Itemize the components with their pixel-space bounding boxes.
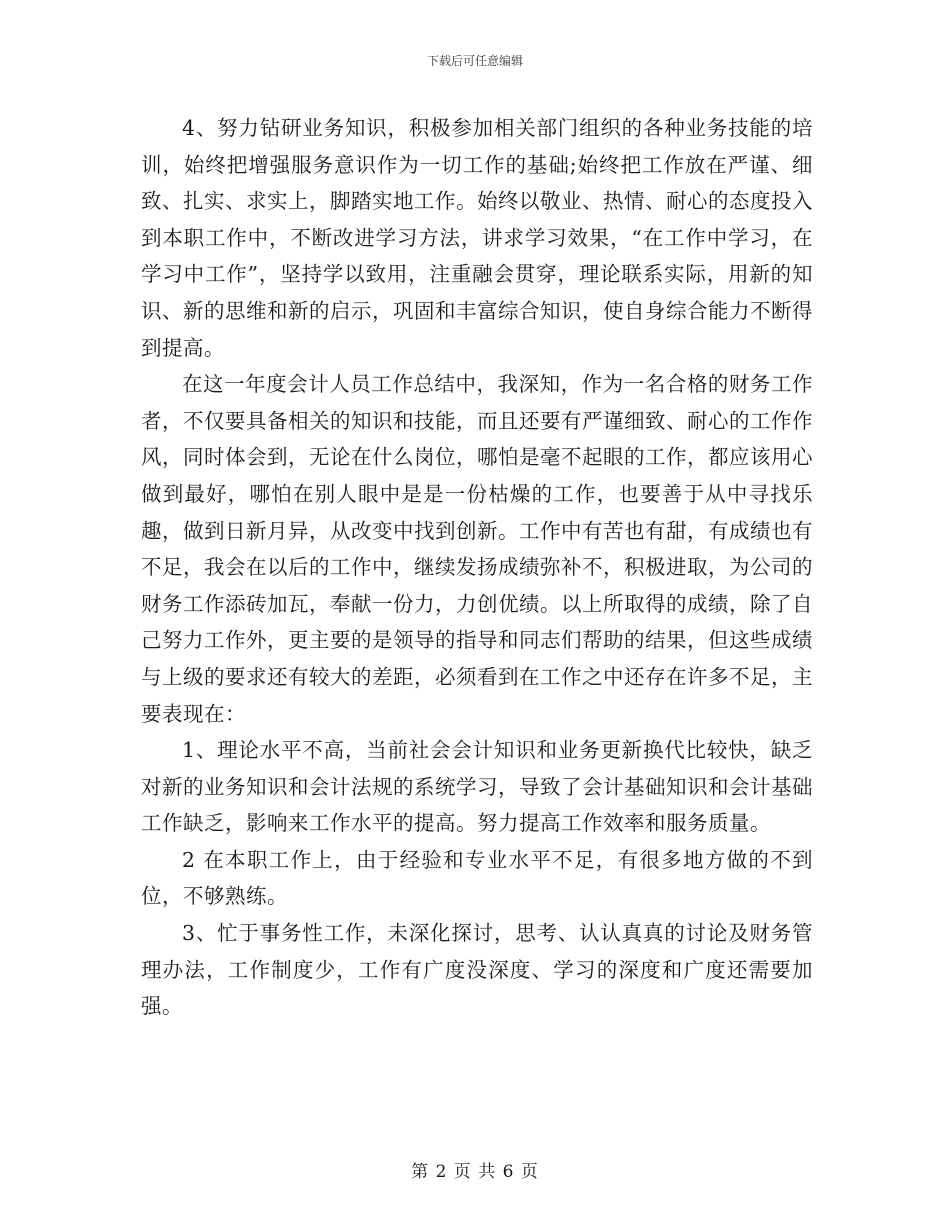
paragraph-shortcoming-2: 2 在本职工作上，由于经验和专业水平不足，有很多地方做的不到位，不够熟练。	[141, 847, 813, 909]
paragraph-summary: 在这一年度会计人员工作总结中，我深知，作为一名合格的财务工作者，不仅要具备相关的知识和技能，而且还要有严谨细致、耐心的工作作风，同时体会到，无论在什么岗位，哪怕是毫不起眼的工作，都应该用心做到最好，哪怕在别人眼中是是一份枯燥的工作，也要善于从中寻找乐趣，做到日新月异，从改变中找到创新。工作中有苦也有甜，有成绩也有不足，我会在以后的工作中，继续发扬成绩弥补不，积极进取，为公司的财务工作添砖加瓦，奉献一份力，力创优绩。以上所取得的成绩，除了自己努力工作外，更主要的是领导的指导和同志们帮助的结果，但这些成绩与上级的要求还有较大的差距，必须看到在工作之中还存在许多不足，主要表现在：	[141, 372, 813, 726]
document-body	[141, 110, 813, 1025]
page-header: 下载后可任意编辑	[426, 54, 523, 68]
paragraph-item-4: 4、努力钻研业务知识，积极参加相关部门组织的各种业务技能的培训，始终把增强服务意识作为一切工作的基础;始终把工作放在严谨、细致、扎实、求实上，脚踏实地工作。始终以敬业、热情、耐心的态度投入到本职工作中，不断改进学习方法，讲求学习效果，“在工作中学习，在学习中工作”，坚持学以致用，注重融会贯穿，理论联系实际，用新的知识、新的思维和新的启示，巩固和丰富综合知识，使自身综合能力不断得到提高。	[141, 116, 813, 360]
paragraph-shortcoming-1: 1、理论水平不高，当前社会会计知识和业务更新换代比较快，缺乏对新的业务知识和会计法规的系统学习，导致了会计基础知识和会计基础工作缺乏，影响来工作水平的提高。努力提高工作效率和服务质量。	[141, 738, 813, 836]
page-number: 第 2 页 共 6 页	[411, 1162, 539, 1182]
paragraph-shortcoming-3: 3、忙于事务性工作，未深化探讨，思考、认认真真的讨论及财务管理办法，工作制度少，工作有广度没深度、学习的深度和广度还需要加强。	[141, 921, 813, 1019]
